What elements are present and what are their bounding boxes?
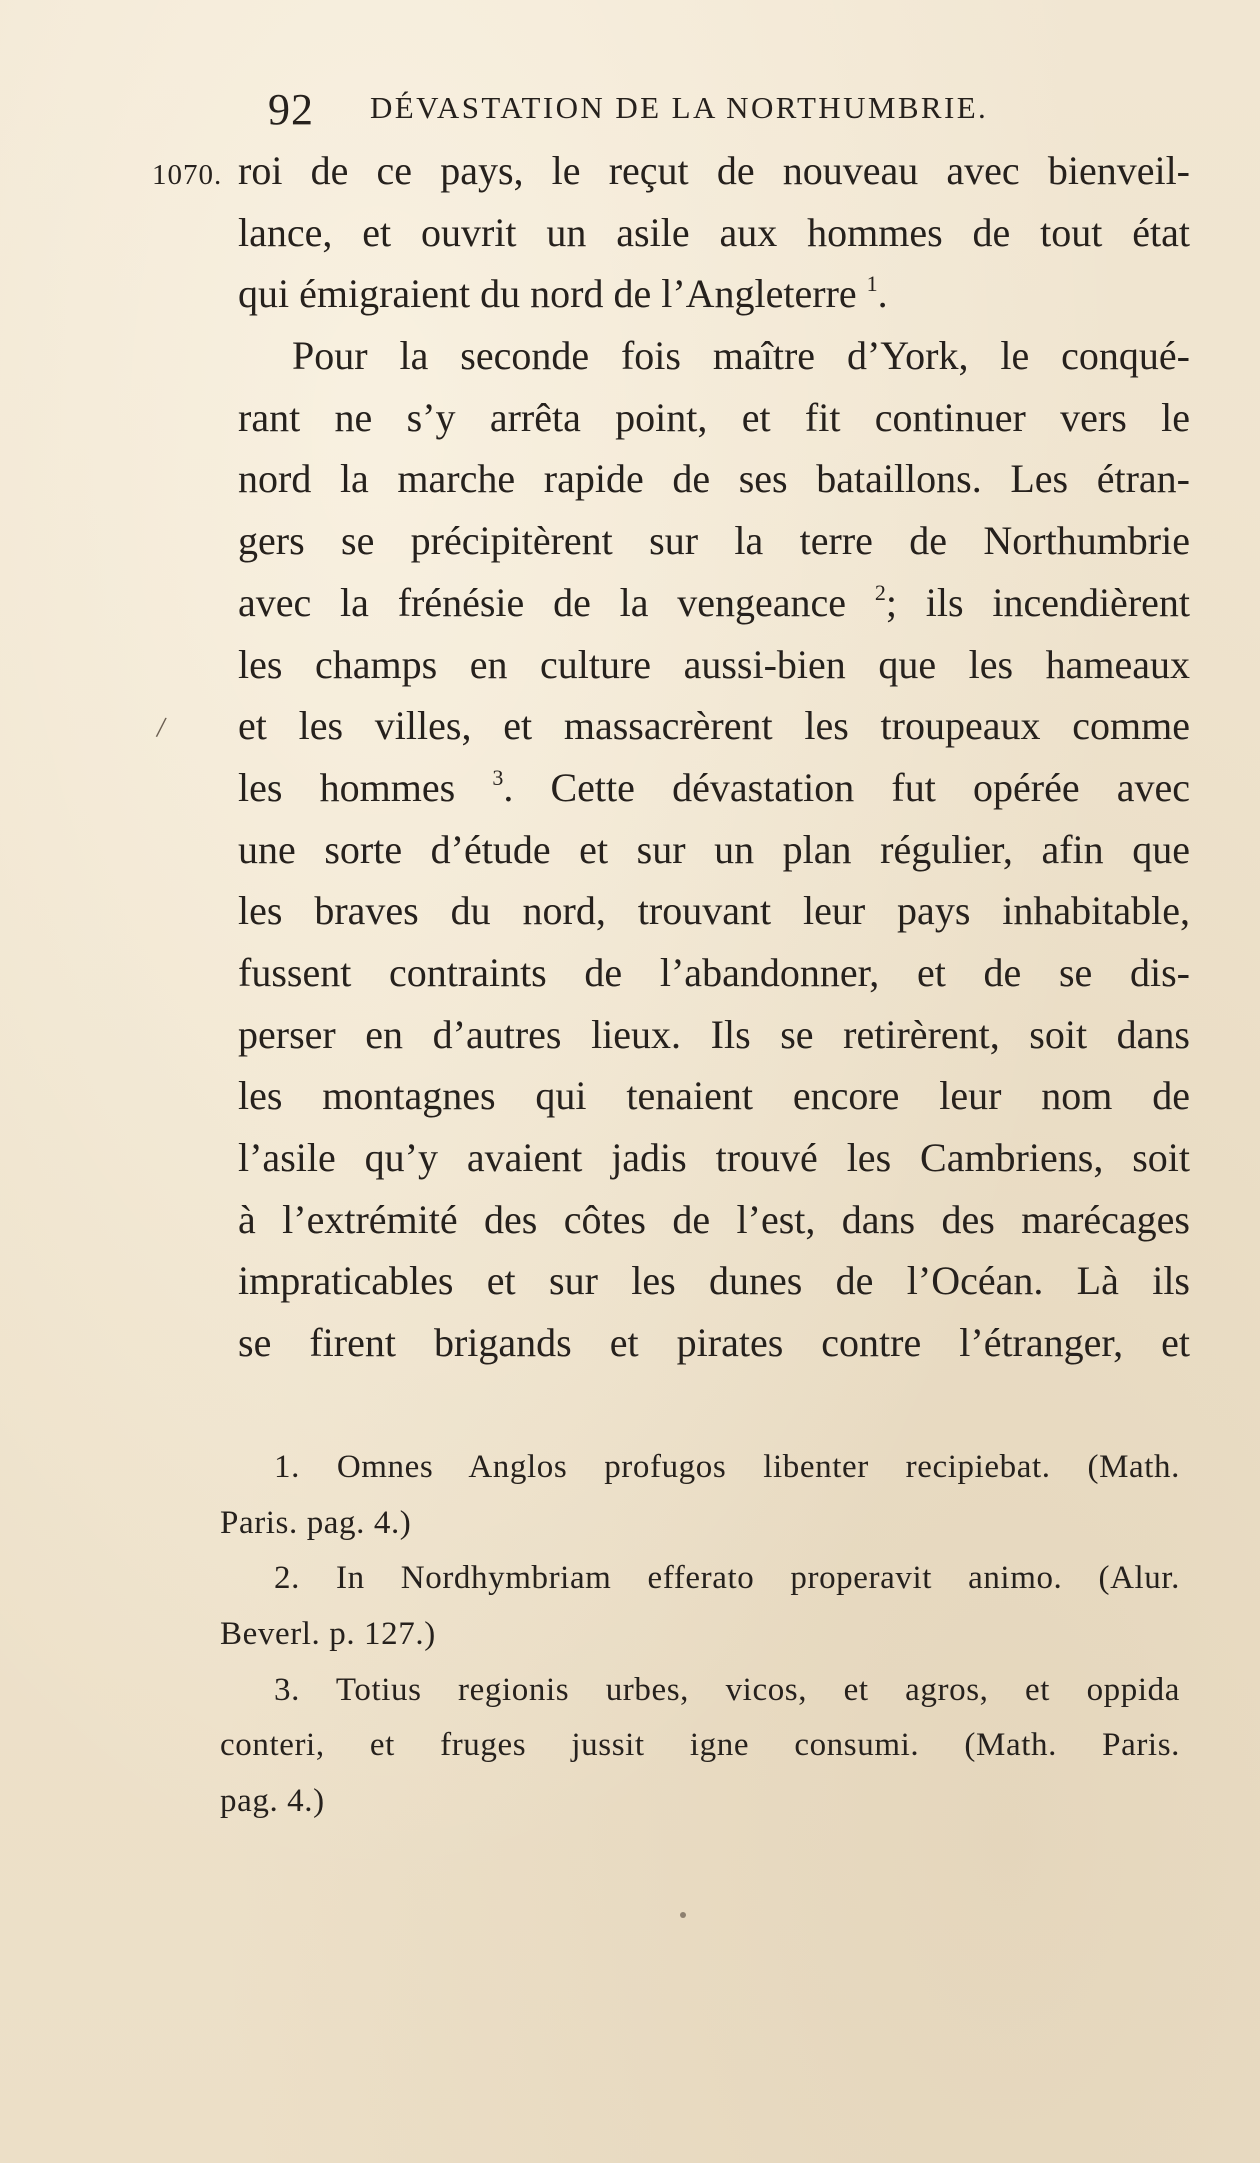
text-line: lance, et ouvrit un asile aux hommes de tout état bbox=[238, 209, 1190, 255]
text-line: fussent contraints de l’abandonner, et de se dis- bbox=[238, 949, 1190, 995]
text-fragment: les hommes $^3$. Cette dévastation fut opérée avec bbox=[238, 764, 1191, 810]
text-line: et les villes, et massacrèrent les troupeaux comme bbox=[238, 703, 1190, 749]
text-line: les braves du nord, trouvant leur pays inhabitable, bbox=[238, 888, 1190, 934]
footnote-line: 3. Totius regionis urbes, vicos, et agros, et oppida bbox=[274, 1671, 1180, 1708]
footnote-line: Beverl. p. 127.) bbox=[220, 1616, 436, 1653]
text-line: les champs en culture aussi-bien que les hameaux bbox=[238, 641, 1190, 687]
footnote-ref[interactable]: 2 bbox=[874, 579, 886, 605]
text-line: se firent brigands et pirates contre l’étranger, et bbox=[238, 1320, 1190, 1366]
text-line: impraticables et sur les dunes de l’Océan. Là ils bbox=[238, 1258, 1190, 1304]
text-line: perser en d’autres lieux. Ils se retirèrent, soit dans bbox=[238, 1011, 1190, 1057]
margin-pencil-mark: / bbox=[154, 710, 168, 745]
footnotes bbox=[220, 1440, 1180, 1830]
text-fragment: avec la frénésie de la vengeance $^2$; ils incendièrent bbox=[238, 579, 1190, 625]
text-line: à l’extrémité des côtes de l’est, dans des marécages bbox=[238, 1196, 1190, 1242]
text-line: les montagnes qui tenaient encore leur nom de bbox=[238, 1073, 1190, 1119]
text-line bbox=[238, 263, 1190, 325]
footnote-ref[interactable]: 3 bbox=[492, 764, 504, 790]
footnote-line: conteri, et fruges jussit igne consumi. (Math. Paris. bbox=[220, 1727, 1180, 1764]
footnote-line: Paris. pag. 4.) bbox=[220, 1504, 412, 1541]
text-line: l’asile qu’y avaient jadis trouvé les Cambriens, soit bbox=[238, 1135, 1190, 1180]
page-header bbox=[268, 84, 1068, 134]
paper-speck bbox=[680, 1912, 686, 1918]
running-title: DÉVASTATION DE LA NORTHUMBRIE. bbox=[370, 90, 989, 125]
text-fragment: . bbox=[877, 271, 888, 317]
text-line: une sorte d’étude et sur un plan régulier, afin que bbox=[238, 826, 1190, 872]
footnote-line: 2. In Nordhymbriam efferato properavit animo. (Alur. bbox=[274, 1560, 1180, 1597]
text-line bbox=[238, 757, 1190, 819]
page-number: 92 bbox=[268, 85, 314, 134]
footnote-line: pag. 4.) bbox=[220, 1783, 325, 1820]
text-line: gers se précipitèrent sur la terre de Northumbrie bbox=[238, 518, 1190, 564]
text-line: roi de ce pays, le reçut de nouveau avec bienveil- bbox=[238, 148, 1190, 193]
text-line: rant ne s’y arrêta point, et fit continuer vers le bbox=[238, 394, 1190, 440]
main-text bbox=[238, 140, 1190, 1374]
margin-year: 1070. bbox=[152, 159, 223, 191]
text-line: Pour la seconde fois maître d’York, le conqué- bbox=[292, 333, 1190, 379]
text-line: nord la marche rapide de ses bataillons. Les étran- bbox=[238, 456, 1190, 502]
text-line bbox=[238, 572, 1190, 634]
footnote-line: 1. Omnes Anglos profugos libenter recipiebat. (Math. bbox=[274, 1449, 1180, 1485]
text-fragment: qui émigraient du nord de l’Angleterre bbox=[238, 271, 857, 317]
footnote-ref[interactable]: 1 bbox=[866, 271, 878, 297]
